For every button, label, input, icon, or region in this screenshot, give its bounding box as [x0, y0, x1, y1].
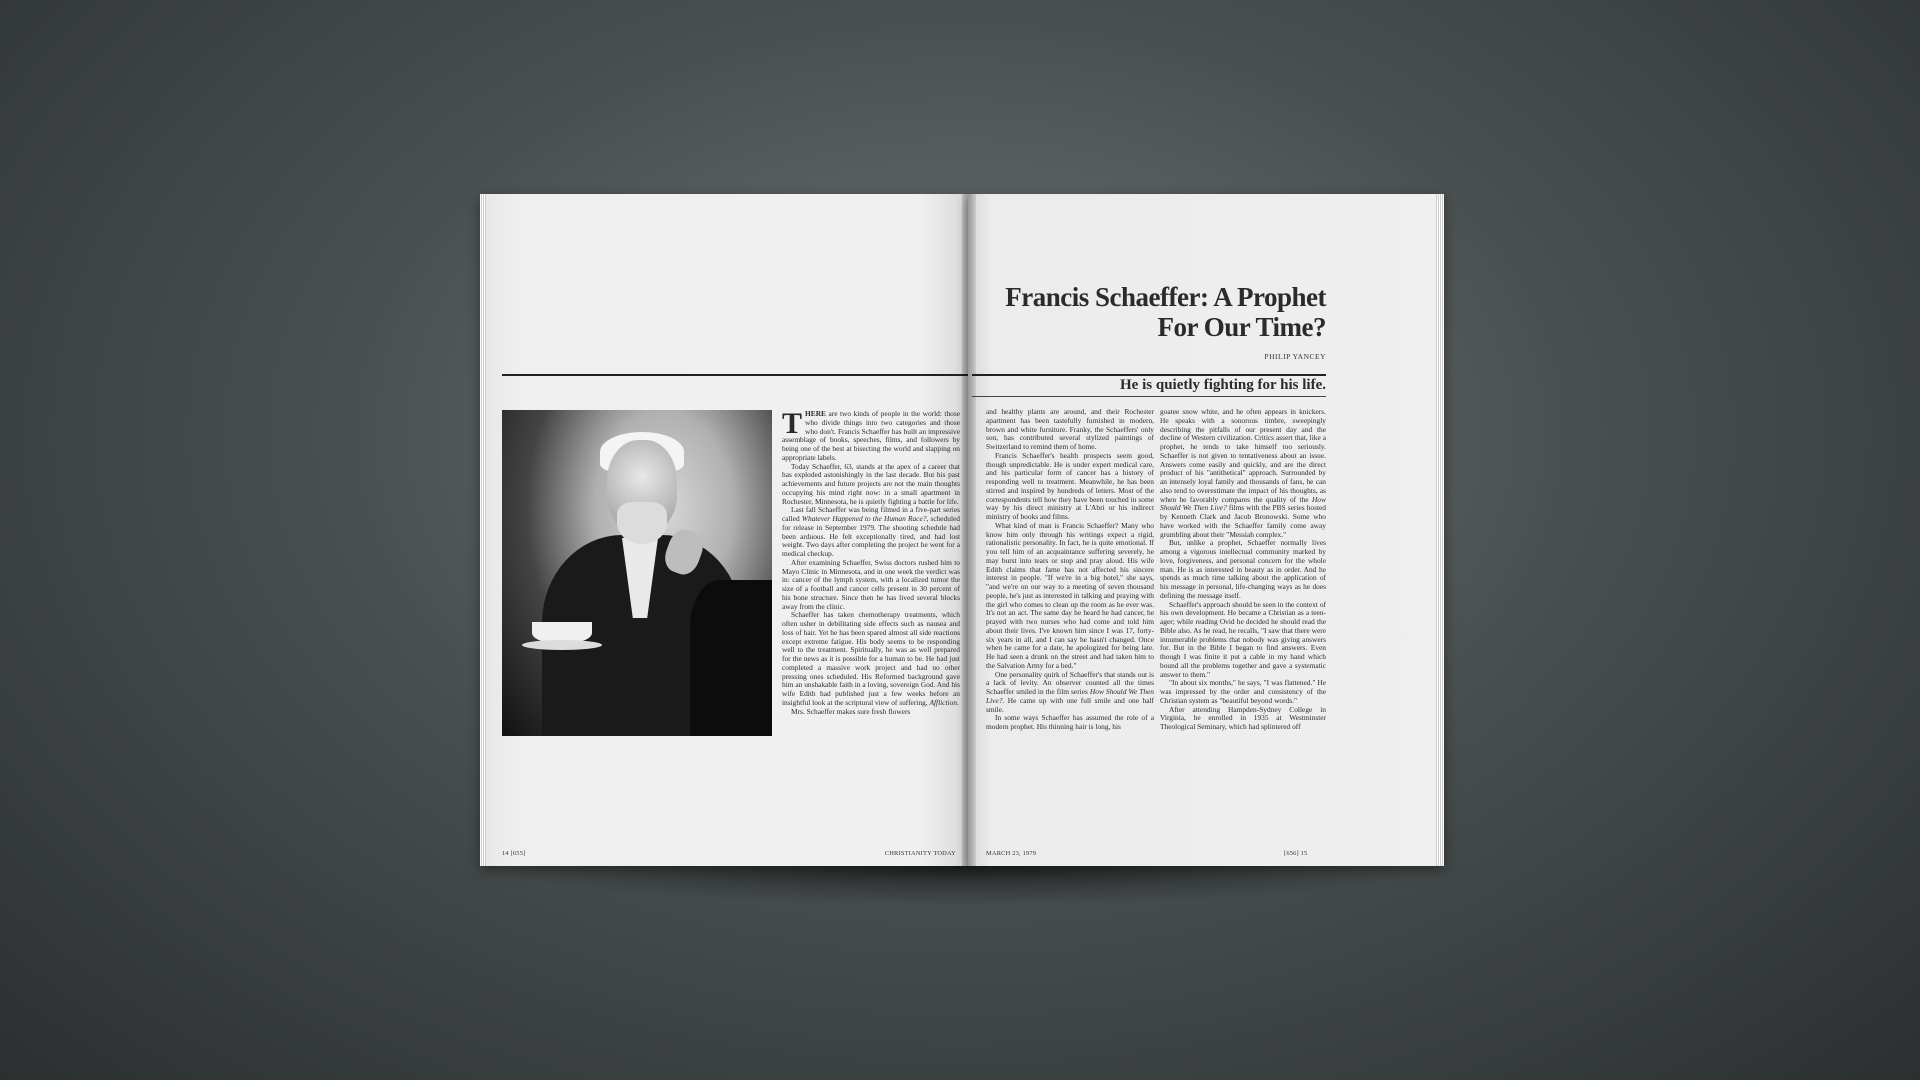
column-2: and healthy plants are around, and their Rochester apartment has been tastefully furnished in modern, brown and white furniture. Franky, the Schaeffers' only son, has contributed several stylized paintings of Switzerland to remind them of home. Francis Schaeffer's health prospects seem good, though unpredictable. He is under expert medical care, and his particular form of cancer has a history of responding well to treatment. Meanwhile, he has been stirred and inspired by hundreds of letters. Most of the correspondents tell how they have been touched in some way by his direct ministry at L'Abri or his indirect ministry of books and films. What kind of man is Francis Schaeffer? Many who know him only through his writings expect a rigid, rationalistic personality. In fact, he is quite emotional. If you tell him of an acquaintance suffering severely, he may burst into tears or stop and pray aloud. His wife Edith claims that fame has not affected his sincere interest in people. "If we're in a big hotel," she says, "and we're on our way to a meeting of seven thousand people, he's just as interested in talking and praying with the girl who comes to clean up the room as he ever was. It's not an act. The same day he heard he had cancer, he prayed with two nurses who had come and told him about their lives. I've known him since I was 17, forty-six years in all, and I can say he hasn't changed. Once when he came for a date, he apologized for being late. He had seen a drunk on the street and had taken him to the Salvation Army for a bed." One personality quirk of Schaeffer's that stands out is a lack of levity. An observer counted all the times Schaeffer smiled in the film series How Should We Then Live?. He came up with one full smile and one half smile. In some ways Schaeffer has assumed the role of a modern prophet. His thinning hair is long, his — [986, 408, 1154, 731]
title-rule — [972, 374, 1326, 376]
author-photo — [502, 410, 772, 736]
right-page — [968, 194, 1444, 866]
column-3: goatee snow white, and he often appears in knickers. He speaks with a sonorous timbre, sweepingly describing the pitfalls of our present day and the decline of Western civilization. Critics assert that, like a prophet, he tends to take himself too seriously. Schaeffer is not given to tentativeness about an issue. Answers come easily and quickly, and are the direct product of his "antithetical" approach. Surrounded by an intensely loyal family and thousands of fans, he can also tend to overestimate the impact of his thoughts, as when he favorably compares the quality of the How Should We Then Live? films with the PBS series hosted by Kenneth Clark and Jacob Bronowski. Some who have worked with the Schaeffer family come away grumbling about their "Messiah complex." But, unlike a prophet, Schaeffer normally lives among a vigorous intellectual community marked by love, forgiveness, and personal concern for the whole man. He is as interested in beauty as in order. And he spends as much time talking about the application of his message in personal, life-changing ways as he does defining the message itself. Schaeffer's approach should be seen in the context of his own development. He became a Christian as a teen-ager; while reading Ovid he decided he should read the Bible also. As he read, he recalls, "I saw that there were innumerable problems that nobody was giving answers for. But in the Bible I began to find answers. Even though I was finite it put a cable in my hand which bound all the problems together and gave a systematic answer to them." "In about six months," he says, "I was flattened." He was impressed by the order and consistency of the Christian system as "beautiful beyond words." After attending Hampden-Sydney College in Virginia, he enrolled in 1935 at Westminster Theological Seminary, which had splintered off — [1160, 408, 1326, 731]
folio-date: MARCH 23, 1979 — [986, 850, 1037, 857]
header-rule — [502, 374, 968, 376]
spine-gutter — [962, 194, 976, 866]
column-1: THERE are two kinds of people in the world: those who divide things into two categories and those who don't. Francis Schaeffer has built an impressive assemblage of books, speeches, films, and followers by being one of the best at bisecting the world and slapping on appropriate labels. Today Schaeffer, 63, stands at the apex of a career that has exploded astonishingly in the last decade. But his past achievements and future projects are not the main thoughts occupying his mind right now: in a small apartment in Rochester, Minnesota, he is quietly fighting a battle for life. Last fall Schaeffer was being filmed in a five-part series called Whatever Happened to the Human Race?, scheduled for release in September 1979. The shooting schedule had been arduous. He felt exceptionally tired, and had lost weight. Two days after completing the project he went for a medical checkup. After examining Schaeffer, Swiss doctors rushed him to Mayo Clinic in Minnesota, and in one week the verdict was in: cancer of the lymph system, with a localized tumor the size of a football and cancer cells present in 30 percent of his bone structure. Since then he has lived several blocks away from the clinic. Schaeffer has taken chemotherapy treatments, which often usher in debilitating side effects such as nausea and loss of hair. Yet he has been spared almost all side reactions except extreme fatigue. His body seems to be responding well to the treatment. Spiritually, he was as well prepared for the news as it is possible for a human to be. He had just completed a massive work project and had no other pressing ones scheduled. His Reformed background gave him an unshakable faith in a loving, sovereign God. And his wife Edith had published just a few weeks before an insightful look at the scriptural view of suffering, Affliction. Mrs. Schaeffer makes sure fresh flowers — [782, 410, 960, 716]
left-page — [480, 194, 968, 866]
deck-rule — [972, 396, 1326, 397]
magazine-name: CHRISTIANITY TODAY — [884, 850, 956, 857]
page-edges-left — [480, 194, 486, 866]
folio-left: 14 [655] — [502, 850, 526, 857]
page-edges-right — [1436, 194, 1444, 866]
article-title: Francis Schaeffer: A Prophet For Our Time? — [1005, 282, 1326, 342]
deck: He is quietly fighting for his life. — [1120, 377, 1326, 393]
byline: PHILIP YANCEY — [1264, 352, 1326, 361]
spread-shadow — [488, 866, 1436, 906]
drop-cap: T — [782, 410, 803, 440]
folio-right: [656] 15 — [1284, 850, 1308, 857]
